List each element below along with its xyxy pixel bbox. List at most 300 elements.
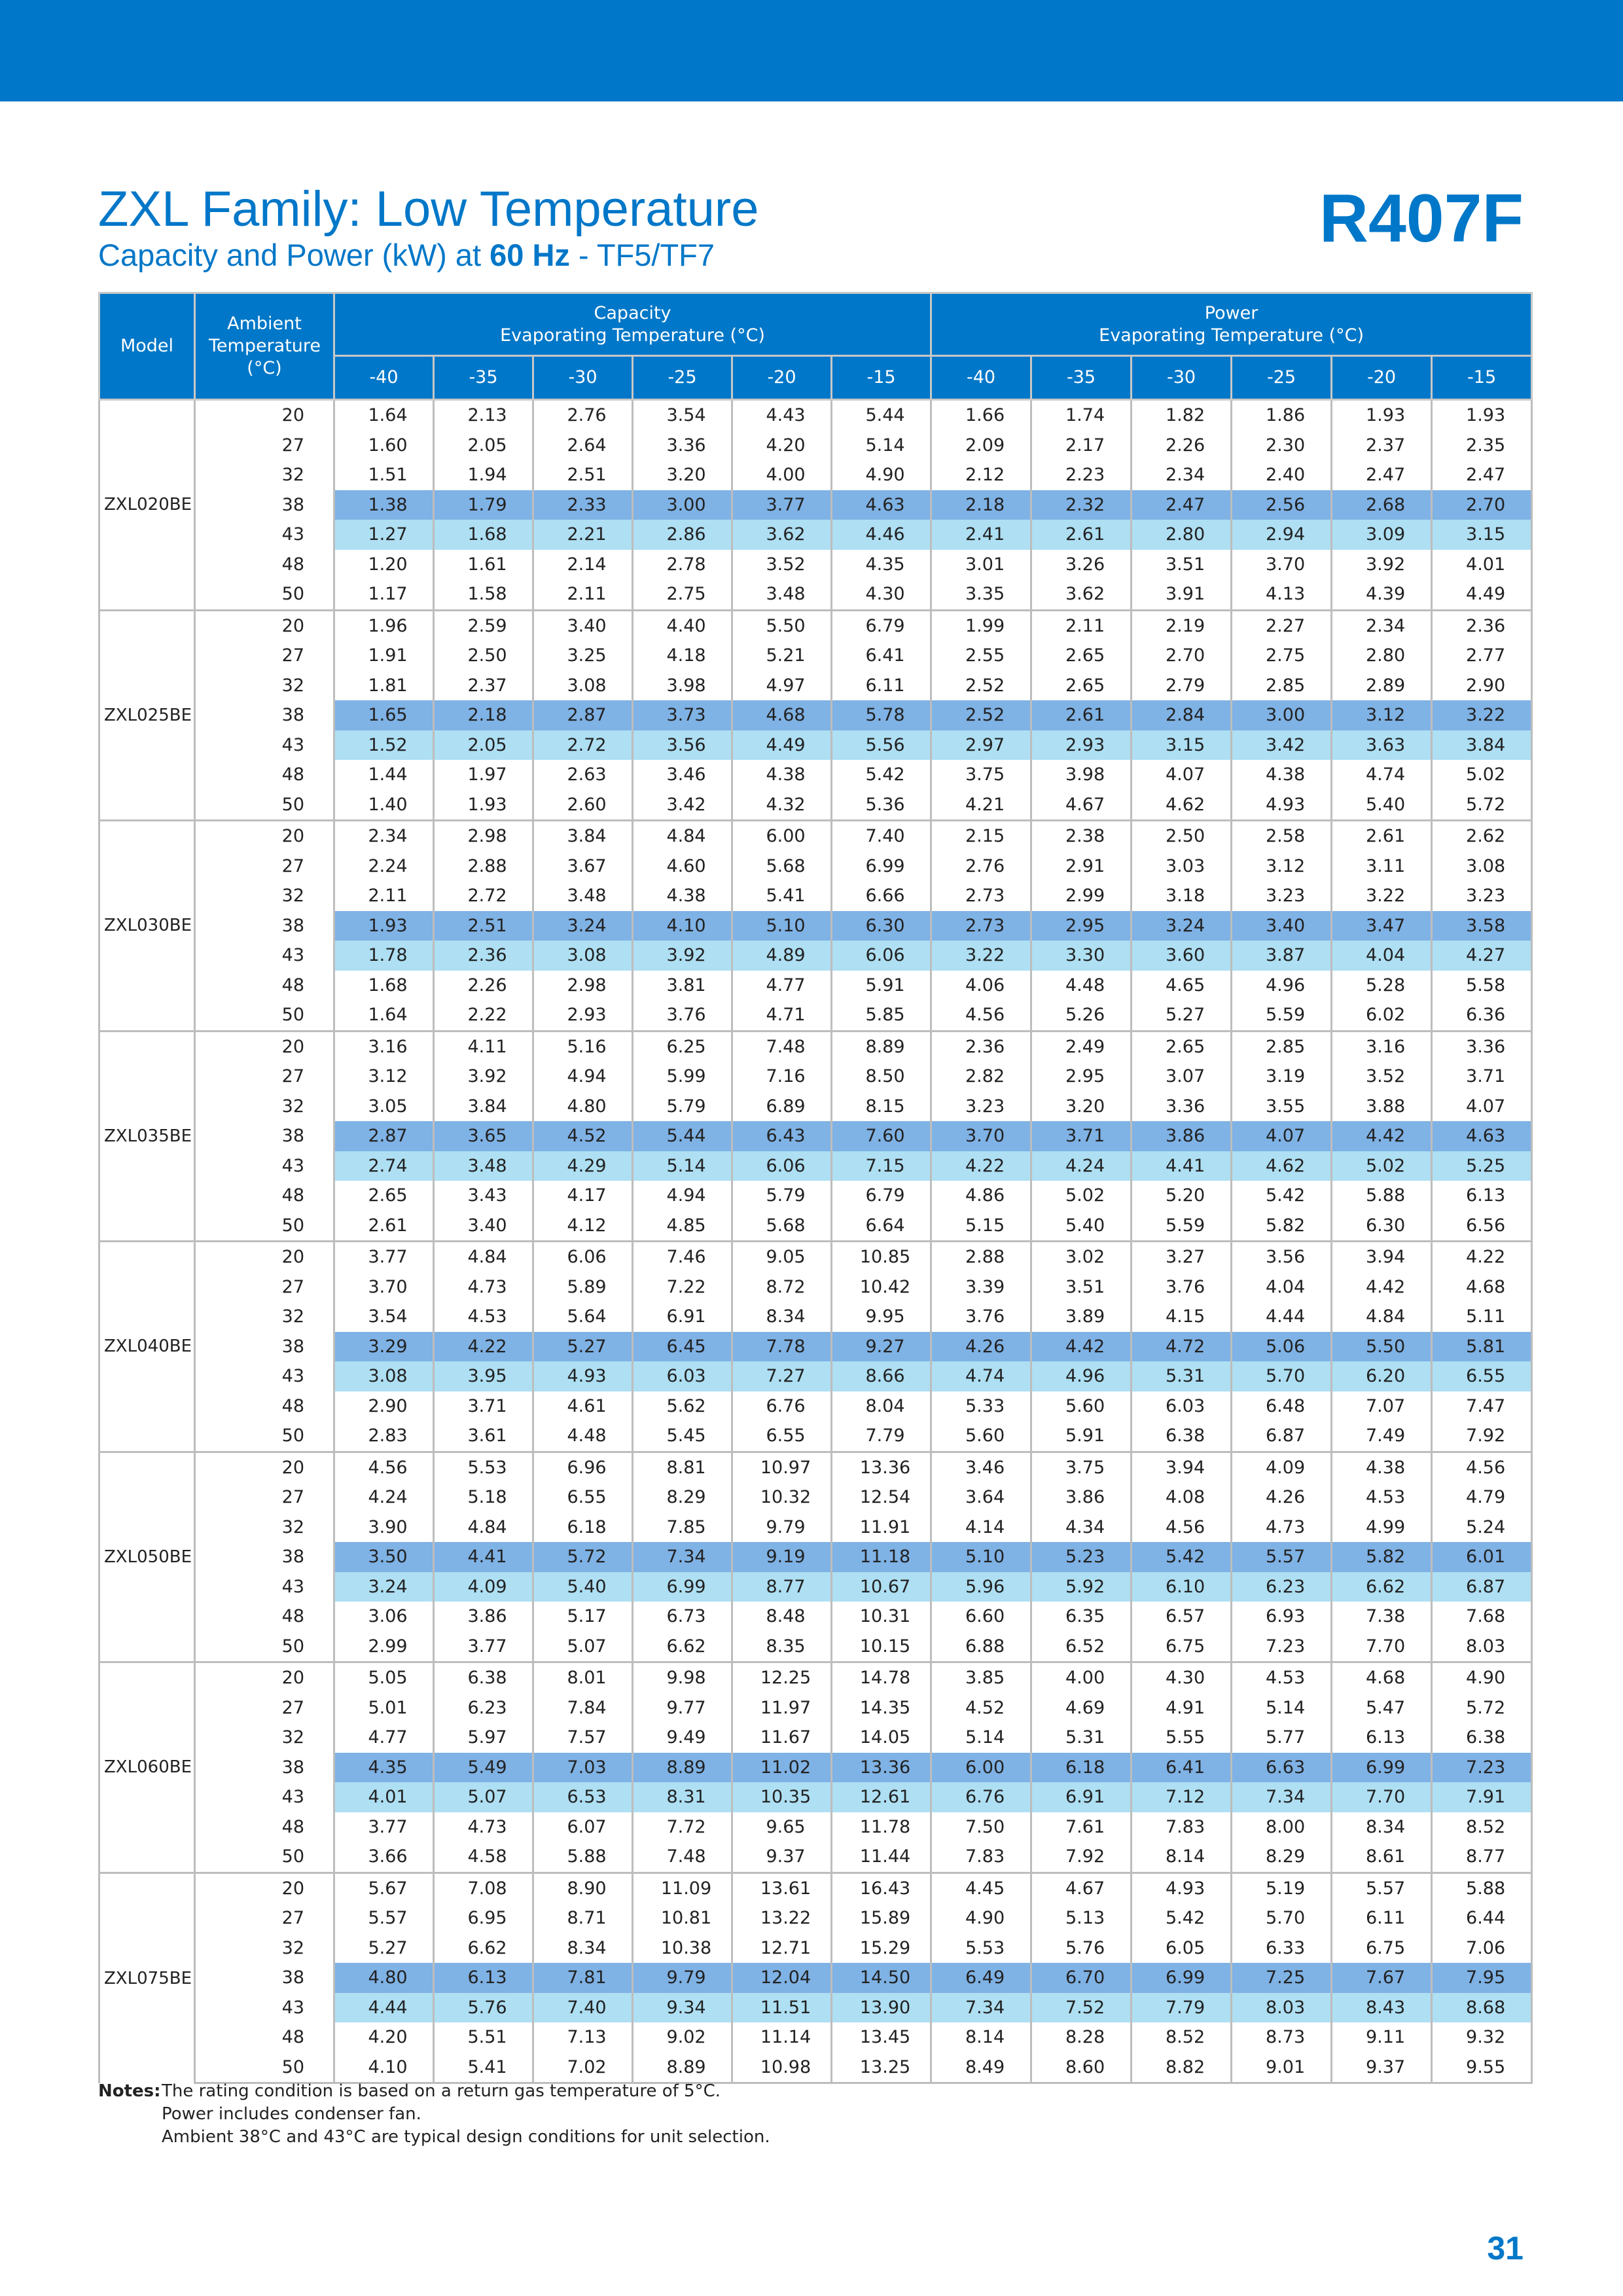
power-cell: 6.93 xyxy=(1232,1602,1332,1632)
power-cell: 5.28 xyxy=(1332,971,1432,1001)
table-row xyxy=(99,1242,1532,1272)
table-row xyxy=(99,1272,1532,1302)
capacity-cell: 8.34 xyxy=(533,1933,633,1964)
power-cell: 2.82 xyxy=(931,1062,1031,1092)
power-cell: 4.69 xyxy=(1031,1693,1132,1723)
power-cell: 2.58 xyxy=(1232,821,1332,852)
power-cell: 5.72 xyxy=(1432,1693,1532,1723)
ambient-temperature-cell: 27 xyxy=(195,641,334,671)
capacity-cell: 3.40 xyxy=(434,1211,533,1242)
power-cell: 4.00 xyxy=(1031,1662,1132,1693)
capacity-cell: 4.52 xyxy=(533,1121,633,1151)
capacity-cell: 2.88 xyxy=(434,852,533,882)
capacity-cell: 8.01 xyxy=(533,1662,633,1693)
power-cell: 3.84 xyxy=(1432,730,1532,761)
power-cell: 8.29 xyxy=(1232,1842,1332,1873)
capacity-cell: 3.24 xyxy=(533,911,633,941)
capacity-cell: 14.05 xyxy=(832,1723,931,1753)
capacity-cell: 5.67 xyxy=(334,1873,434,1903)
power-cell: 3.91 xyxy=(1132,579,1232,610)
power-cell: 9.32 xyxy=(1432,2022,1532,2053)
table-row xyxy=(99,1993,1532,2023)
capacity-evap-temp-header: -15 xyxy=(832,356,931,400)
power-cell: 4.14 xyxy=(931,1513,1031,1543)
ambient-temperature-cell: 32 xyxy=(195,881,334,911)
capacity-cell: 11.09 xyxy=(633,1873,732,1903)
power-cell: 2.79 xyxy=(1132,671,1232,701)
power-cell: 3.03 xyxy=(1132,852,1232,882)
capacity-cell: 12.71 xyxy=(732,1933,832,1964)
power-cell: 5.88 xyxy=(1432,1873,1532,1903)
capacity-cell: 5.79 xyxy=(633,1092,732,1122)
power-cell: 7.70 xyxy=(1332,1782,1432,1812)
power-cell: 3.76 xyxy=(1132,1272,1232,1302)
power-cell: 3.89 xyxy=(1031,1302,1132,1332)
power-cell: 6.48 xyxy=(1232,1391,1332,1422)
capacity-cell: 6.62 xyxy=(434,1933,533,1964)
capacity-cell: 1.44 xyxy=(334,760,434,790)
table-row xyxy=(99,1782,1532,1812)
capacity-cell: 3.29 xyxy=(334,1332,434,1362)
capacity-cell: 7.16 xyxy=(732,1062,832,1092)
capacity-cell: 2.13 xyxy=(434,400,533,431)
capacity-cell: 6.79 xyxy=(832,1181,931,1211)
power-cell: 3.94 xyxy=(1132,1452,1232,1482)
capacity-cell: 3.08 xyxy=(533,671,633,701)
top-banner xyxy=(0,0,1623,101)
power-cell: 6.33 xyxy=(1232,1933,1332,1964)
capacity-cell: 2.86 xyxy=(633,520,732,550)
capacity-cell: 2.93 xyxy=(533,1000,633,1031)
model-name: ZXL025BE xyxy=(99,610,195,821)
ambient-temperature-cell: 32 xyxy=(195,1723,334,1753)
power-cell: 4.93 xyxy=(1232,790,1332,821)
capacity-cell: 4.10 xyxy=(334,2053,434,2083)
power-cell: 2.38 xyxy=(1031,821,1132,852)
capacity-cell: 9.49 xyxy=(633,1723,732,1753)
power-cell: 3.15 xyxy=(1432,520,1532,550)
capacity-cell: 4.46 xyxy=(832,520,931,550)
model-group xyxy=(99,400,1532,611)
power-cell: 5.59 xyxy=(1132,1211,1232,1242)
power-cell: 4.99 xyxy=(1332,1513,1432,1543)
capacity-cell: 4.41 xyxy=(434,1542,533,1572)
capacity-cell: 4.61 xyxy=(533,1391,633,1422)
capacity-cell: 4.63 xyxy=(832,490,931,520)
power-cell: 6.56 xyxy=(1432,1211,1532,1242)
ambient-temperature-cell: 38 xyxy=(195,911,334,941)
table-row xyxy=(99,1873,1532,1903)
power-cell: 6.44 xyxy=(1432,1903,1532,1933)
power-cell: 1.82 xyxy=(1132,400,1232,431)
capacity-cell: 7.78 xyxy=(732,1332,832,1362)
power-cell: 5.11 xyxy=(1432,1302,1532,1332)
power-cell: 5.81 xyxy=(1432,1332,1532,1362)
capacity-cell: 12.25 xyxy=(732,1662,832,1693)
capacity-cell: 4.84 xyxy=(633,821,732,852)
ambient-temperature-cell: 27 xyxy=(195,1903,334,1933)
capacity-cell: 3.62 xyxy=(732,520,832,550)
capacity-cell: 6.30 xyxy=(832,911,931,941)
power-cell: 6.88 xyxy=(931,1632,1031,1662)
capacity-cell: 6.45 xyxy=(633,1332,732,1362)
capacity-cell: 2.65 xyxy=(334,1181,434,1211)
power-cell: 6.36 xyxy=(1432,1000,1532,1031)
power-cell: 5.02 xyxy=(1031,1181,1132,1211)
power-cell: 1.99 xyxy=(931,610,1031,641)
power-cell: 3.75 xyxy=(931,760,1031,790)
ambient-temperature-cell: 38 xyxy=(195,1542,334,1572)
capacity-cell: 5.41 xyxy=(434,2053,533,2083)
capacity-cell: 8.31 xyxy=(633,1782,732,1812)
power-cell: 8.34 xyxy=(1332,1812,1432,1842)
capacity-cell: 8.89 xyxy=(832,1031,931,1062)
capacity-cell: 6.06 xyxy=(832,941,931,971)
capacity-cell: 8.48 xyxy=(732,1602,832,1632)
capacity-cell: 4.84 xyxy=(434,1242,533,1272)
capacity-cell: 3.84 xyxy=(533,821,633,852)
capacity-cell: 7.46 xyxy=(633,1242,732,1272)
power-cell: 2.95 xyxy=(1031,1062,1132,1092)
capacity-cell: 7.48 xyxy=(633,1842,732,1873)
table-row xyxy=(99,1332,1532,1362)
power-cell: 6.30 xyxy=(1332,1211,1432,1242)
power-cell: 4.27 xyxy=(1432,941,1532,971)
power-cell: 4.26 xyxy=(1232,1482,1332,1513)
power-cell: 2.91 xyxy=(1031,852,1132,882)
capacity-cell: 4.97 xyxy=(732,671,832,701)
capacity-cell: 9.19 xyxy=(732,1542,832,1572)
ambient-temperature-cell: 43 xyxy=(195,941,334,971)
capacity-cell: 1.27 xyxy=(334,520,434,550)
capacity-cell: 3.54 xyxy=(633,400,732,431)
capacity-cell: 6.23 xyxy=(434,1693,533,1723)
power-cell: 2.94 xyxy=(1232,520,1332,550)
table-row xyxy=(99,1513,1532,1543)
power-cell: 2.15 xyxy=(931,821,1031,852)
table-row xyxy=(99,2053,1532,2083)
capacity-cell: 2.18 xyxy=(434,700,533,730)
capacity-cell: 9.02 xyxy=(633,2022,732,2053)
table-row xyxy=(99,1121,1532,1151)
power-cell: 6.75 xyxy=(1332,1933,1432,1964)
capacity-cell: 6.38 xyxy=(434,1662,533,1693)
ambient-temperature-cell: 27 xyxy=(195,431,334,461)
power-cell: 7.34 xyxy=(1232,1782,1332,1812)
power-cell: 6.03 xyxy=(1132,1391,1232,1422)
capacity-cell: 5.27 xyxy=(334,1933,434,1964)
capacity-cell: 9.34 xyxy=(633,1993,732,2023)
model-group xyxy=(99,1242,1532,1452)
power-cell: 2.95 xyxy=(1031,911,1132,941)
power-cell: 5.70 xyxy=(1232,1903,1332,1933)
capacity-cell: 5.27 xyxy=(533,1332,633,1362)
capacity-cell: 10.15 xyxy=(832,1632,931,1662)
capacity-cell: 3.06 xyxy=(334,1602,434,1632)
capacity-cell: 8.29 xyxy=(633,1482,732,1513)
capacity-cell: 5.99 xyxy=(633,1062,732,1092)
power-cell: 5.96 xyxy=(931,1572,1031,1602)
power-cell: 7.23 xyxy=(1432,1753,1532,1783)
power-cell: 4.90 xyxy=(1432,1662,1532,1693)
model-name: ZXL030BE xyxy=(99,821,195,1031)
capacity-cell: 5.53 xyxy=(434,1452,533,1482)
power-cell: 3.85 xyxy=(931,1662,1031,1693)
power-cell: 5.57 xyxy=(1232,1542,1332,1572)
model-group xyxy=(99,1662,1532,1873)
capacity-cell: 3.70 xyxy=(334,1272,434,1302)
capacity-cell: 12.54 xyxy=(832,1482,931,1513)
subtitle-frequency: 60 Hz xyxy=(490,238,570,272)
capacity-cell: 2.50 xyxy=(434,641,533,671)
model-name: ZXL050BE xyxy=(99,1452,195,1662)
capacity-cell: 3.42 xyxy=(633,790,732,821)
table-row xyxy=(99,1933,1532,1964)
power-cell: 5.92 xyxy=(1031,1572,1132,1602)
capacity-cell: 4.18 xyxy=(633,641,732,671)
capacity-cell: 5.50 xyxy=(732,610,832,641)
capacity-cell: 6.99 xyxy=(633,1572,732,1602)
capacity-cell: 4.22 xyxy=(434,1332,533,1362)
capacity-cell: 2.33 xyxy=(533,490,633,520)
capacity-cell: 2.72 xyxy=(533,730,633,761)
capacity-cell: 4.80 xyxy=(533,1092,633,1122)
power-cell: 7.79 xyxy=(1132,1993,1232,2023)
power-cell: 5.60 xyxy=(931,1421,1031,1452)
power-cell: 3.94 xyxy=(1332,1242,1432,1272)
capacity-cell: 5.62 xyxy=(633,1391,732,1422)
power-cell: 2.52 xyxy=(931,671,1031,701)
table-row xyxy=(99,400,1532,431)
power-cell: 5.53 xyxy=(931,1933,1031,1964)
capacity-cell: 7.27 xyxy=(732,1361,832,1391)
capacity-cell: 7.22 xyxy=(633,1272,732,1302)
power-evap-temp-header: -25 xyxy=(1232,356,1332,400)
notes-label: Notes: xyxy=(98,2081,161,2101)
capacity-cell: 3.90 xyxy=(334,1513,434,1543)
power-cell: 6.41 xyxy=(1132,1753,1232,1783)
power-cell: 3.42 xyxy=(1232,730,1332,761)
capacity-cell: 9.65 xyxy=(732,1812,832,1842)
capacity-cell: 3.52 xyxy=(732,550,832,580)
power-cell: 6.01 xyxy=(1432,1542,1532,1572)
capacity-cell: 13.22 xyxy=(732,1903,832,1933)
ambient-temperature-cell: 48 xyxy=(195,1602,334,1632)
capacity-cell: 2.98 xyxy=(533,971,633,1001)
power-cell: 3.86 xyxy=(1031,1482,1132,1513)
power-cell: 7.83 xyxy=(931,1842,1031,1873)
power-cell: 7.07 xyxy=(1332,1391,1432,1422)
capacity-cell: 5.64 xyxy=(533,1302,633,1332)
power-cell: 4.13 xyxy=(1232,579,1332,610)
power-cell: 4.62 xyxy=(1132,790,1232,821)
capacity-cell: 3.61 xyxy=(434,1421,533,1452)
model-name: ZXL060BE xyxy=(99,1662,195,1873)
power-cell: 3.52 xyxy=(1332,1062,1432,1092)
capacity-cell: 1.93 xyxy=(434,790,533,821)
power-cell: 8.00 xyxy=(1232,1812,1332,1842)
capacity-cell: 3.50 xyxy=(334,1542,434,1572)
capacity-cell: 6.03 xyxy=(633,1361,732,1391)
power-cell: 4.41 xyxy=(1132,1151,1232,1181)
capacity-cell: 3.25 xyxy=(533,641,633,671)
power-cell: 3.70 xyxy=(931,1121,1031,1151)
capacity-cell: 6.91 xyxy=(633,1302,732,1332)
ambient-temperature-cell: 50 xyxy=(195,1211,334,1242)
capacity-cell: 2.99 xyxy=(334,1632,434,1662)
table-row xyxy=(99,1842,1532,1873)
capacity-cell: 11.67 xyxy=(732,1723,832,1753)
power-cell: 3.98 xyxy=(1031,760,1132,790)
power-cell: 6.75 xyxy=(1132,1632,1232,1662)
capacity-cell: 4.48 xyxy=(533,1421,633,1452)
capacity-cell: 1.93 xyxy=(334,911,434,941)
capacity-cell: 14.50 xyxy=(832,1963,931,1993)
power-cell: 2.61 xyxy=(1332,821,1432,852)
power-cell: 3.18 xyxy=(1132,881,1232,911)
capacity-cell: 4.80 xyxy=(334,1963,434,1993)
capacity-cell: 4.58 xyxy=(434,1842,533,1873)
model-name: ZXL035BE xyxy=(99,1031,195,1242)
power-cell: 4.49 xyxy=(1432,579,1532,610)
capacity-cell: 3.77 xyxy=(334,1242,434,1272)
capacity-cell: 10.32 xyxy=(732,1482,832,1513)
capacity-cell: 5.68 xyxy=(732,852,832,882)
capacity-cell: 5.41 xyxy=(732,881,832,911)
capacity-cell: 9.79 xyxy=(633,1963,732,1993)
power-cell: 6.87 xyxy=(1432,1572,1532,1602)
power-cell: 6.70 xyxy=(1031,1963,1132,1993)
capacity-cell: 6.64 xyxy=(832,1211,931,1242)
ambient-temperature-cell: 50 xyxy=(195,1421,334,1452)
capacity-cell: 3.08 xyxy=(334,1361,434,1391)
power-cell: 3.39 xyxy=(931,1272,1031,1302)
capacity-cell: 4.60 xyxy=(633,852,732,882)
power-cell: 3.71 xyxy=(1432,1062,1532,1092)
capacity-cell: 7.79 xyxy=(832,1421,931,1452)
capacity-cell: 1.20 xyxy=(334,550,434,580)
capacity-cell: 5.07 xyxy=(434,1782,533,1812)
power-cell: 8.03 xyxy=(1232,1993,1332,2023)
table-row xyxy=(99,852,1532,882)
capacity-cell: 15.89 xyxy=(832,1903,931,1933)
power-cell: 2.55 xyxy=(931,641,1031,671)
ambient-temperature-cell: 50 xyxy=(195,790,334,821)
power-cell: 2.90 xyxy=(1432,671,1532,701)
power-cell: 6.38 xyxy=(1432,1723,1532,1753)
power-cell: 4.62 xyxy=(1232,1151,1332,1181)
table-row xyxy=(99,1181,1532,1211)
capacity-cell: 2.51 xyxy=(434,911,533,941)
capacity-cell: 6.07 xyxy=(533,1812,633,1842)
power-cell: 4.38 xyxy=(1232,760,1332,790)
power-cell: 5.42 xyxy=(1232,1181,1332,1211)
power-cell: 2.12 xyxy=(931,460,1031,490)
power-cell: 6.11 xyxy=(1332,1903,1432,1933)
capacity-cell: 6.66 xyxy=(832,881,931,911)
capacity-cell: 13.36 xyxy=(832,1753,931,1783)
ambient-temperature-cell: 48 xyxy=(195,2022,334,2053)
power-cell: 3.35 xyxy=(931,579,1031,610)
capacity-cell: 2.14 xyxy=(533,550,633,580)
ambient-temperature-cell: 20 xyxy=(195,1662,334,1693)
power-cell: 7.92 xyxy=(1031,1842,1132,1873)
header-capacity xyxy=(334,293,931,356)
power-cell: 4.06 xyxy=(931,971,1031,1001)
table-row xyxy=(99,1693,1532,1723)
ambient-temperature-cell: 38 xyxy=(195,1963,334,1993)
ambient-temperature-cell: 43 xyxy=(195,1782,334,1812)
capacity-cell: 5.36 xyxy=(832,790,931,821)
power-cell: 6.91 xyxy=(1031,1782,1132,1812)
power-cell: 5.10 xyxy=(931,1542,1031,1572)
capacity-cell: 5.44 xyxy=(832,400,931,431)
table-row xyxy=(99,2022,1532,2053)
power-cell: 3.51 xyxy=(1132,550,1232,580)
capacity-cell: 9.05 xyxy=(732,1242,832,1272)
capacity-cell: 4.73 xyxy=(434,1812,533,1842)
power-cell: 2.36 xyxy=(1432,610,1532,641)
capacity-cell: 1.91 xyxy=(334,641,434,671)
capacity-cell: 3.56 xyxy=(633,730,732,761)
capacity-cell: 2.24 xyxy=(334,852,434,882)
power-cell: 2.73 xyxy=(931,911,1031,941)
power-cell: 7.95 xyxy=(1432,1963,1532,1993)
capacity-cell: 6.89 xyxy=(732,1092,832,1122)
capacity-cell: 9.98 xyxy=(633,1662,732,1693)
power-cell: 3.75 xyxy=(1031,1452,1132,1482)
capacity-cell: 4.84 xyxy=(434,1513,533,1543)
capacity-cell: 1.65 xyxy=(334,700,434,730)
power-cell: 4.07 xyxy=(1432,1092,1532,1122)
power-cell: 3.07 xyxy=(1132,1062,1232,1092)
capacity-cell: 4.00 xyxy=(732,460,832,490)
capacity-cell: 9.37 xyxy=(732,1842,832,1873)
ambient-temperature-cell: 38 xyxy=(195,700,334,730)
capacity-cell: 4.38 xyxy=(633,881,732,911)
capacity-cell: 4.20 xyxy=(334,2022,434,2053)
capacity-cell: 7.15 xyxy=(832,1151,931,1181)
capacity-cell: 3.40 xyxy=(533,610,633,641)
power-cell: 6.62 xyxy=(1332,1572,1432,1602)
capacity-cell: 2.21 xyxy=(533,520,633,550)
power-cell: 6.60 xyxy=(931,1602,1031,1632)
power-cell: 2.17 xyxy=(1031,431,1132,461)
capacity-cell: 4.32 xyxy=(732,790,832,821)
power-cell: 5.25 xyxy=(1432,1151,1532,1181)
notes-section xyxy=(98,2080,770,2149)
capacity-cell: 2.22 xyxy=(434,1000,533,1031)
power-cell: 3.26 xyxy=(1031,550,1132,580)
power-title: Power xyxy=(1204,302,1258,323)
capacity-cell: 2.60 xyxy=(533,790,633,821)
power-cell: 2.36 xyxy=(931,1031,1031,1062)
power-cell: 2.26 xyxy=(1132,431,1232,461)
table-row xyxy=(99,881,1532,911)
table-row xyxy=(99,730,1532,761)
power-cell: 2.32 xyxy=(1031,490,1132,520)
capacity-cell: 5.57 xyxy=(334,1903,434,1933)
power-cell: 8.68 xyxy=(1432,1993,1532,2023)
capacity-cell: 1.52 xyxy=(334,730,434,761)
capacity-cell: 3.95 xyxy=(434,1361,533,1391)
power-cell: 4.08 xyxy=(1132,1482,1232,1513)
power-cell: 6.00 xyxy=(931,1753,1031,1783)
capacity-cell: 3.92 xyxy=(633,941,732,971)
capacity-cell: 13.45 xyxy=(832,2022,931,2053)
power-cell: 5.14 xyxy=(931,1723,1031,1753)
capacity-cell: 10.98 xyxy=(732,2053,832,2083)
